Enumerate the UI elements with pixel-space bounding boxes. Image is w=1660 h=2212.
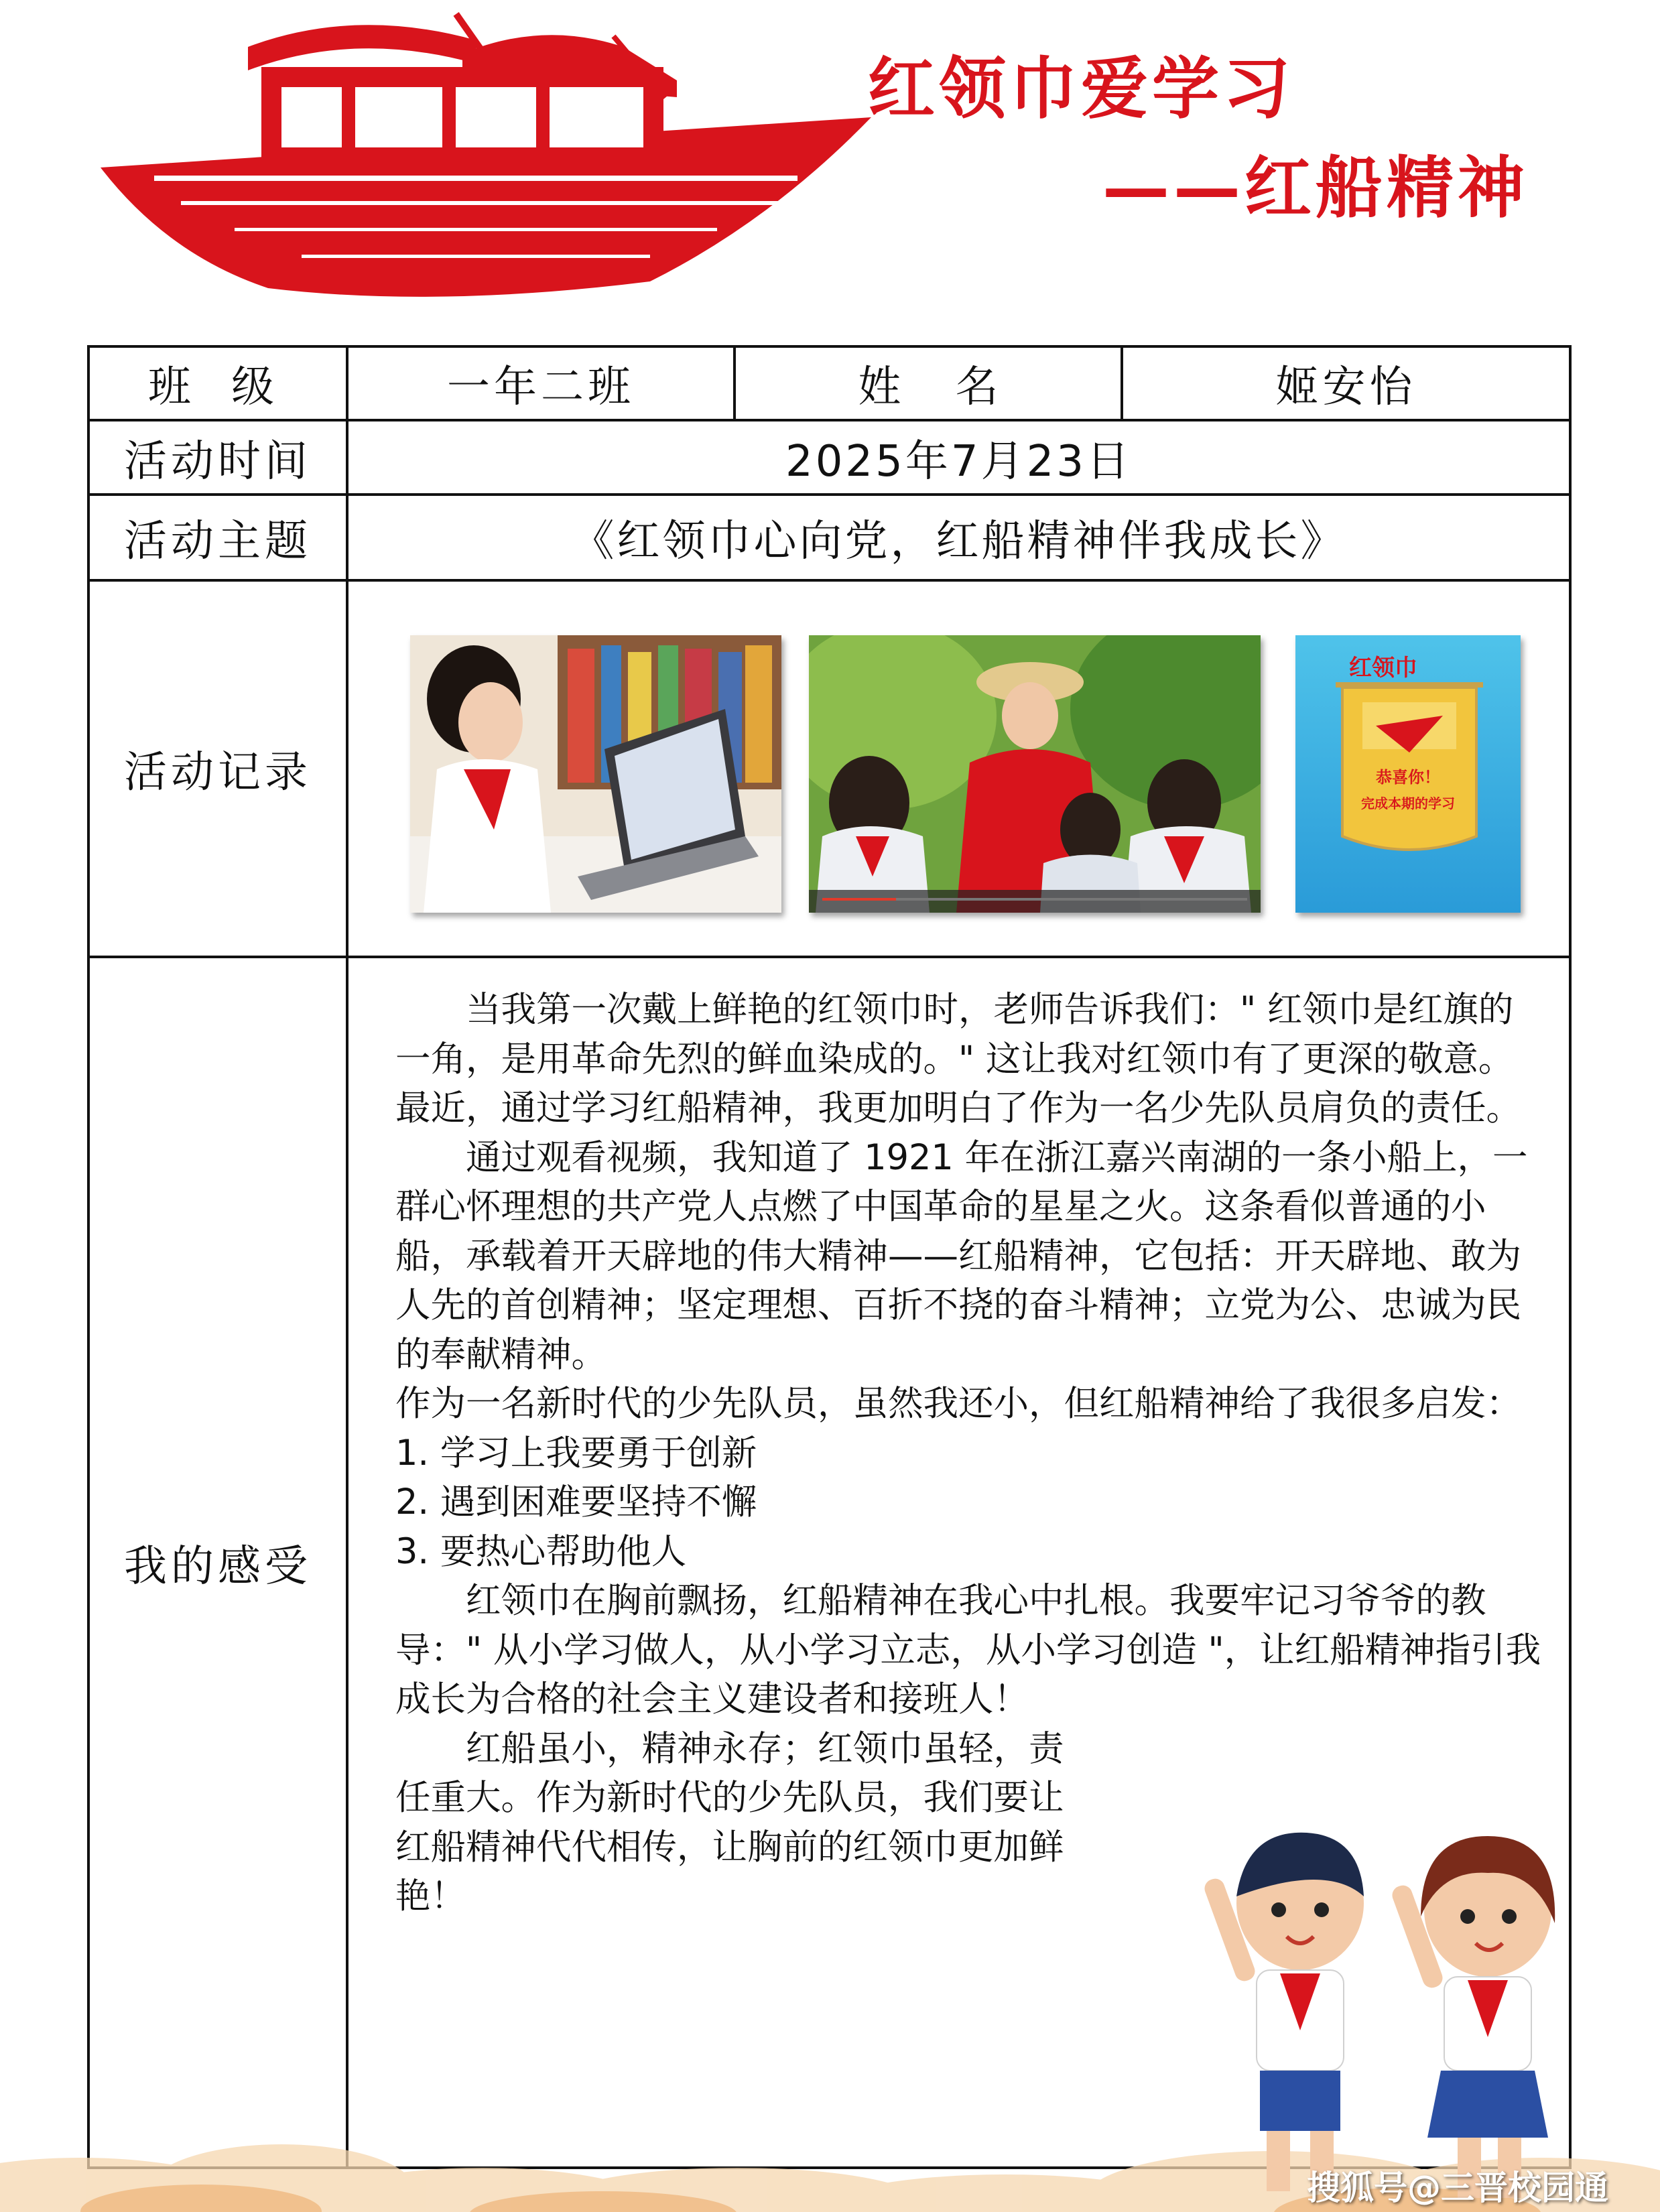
essay-paragraph: 红船虽小，精神永存；红领巾虽轻，责任重大。作为新时代的少先队员，我们要让红船精神代代相传，让胸前的红领巾更加鲜艳！: [395, 1728, 1064, 1916]
saluting-pioneer-kids: [1193, 1823, 1595, 2212]
column-divider: [346, 348, 348, 2166]
badge-title-text: 红领巾: [1349, 655, 1417, 681]
watermark: 搜狐号@三晋校园通: [1307, 2168, 1608, 2207]
theme-label: 活动主题: [124, 517, 312, 566]
photo-completion-badge: [1295, 635, 1521, 913]
record-label: 活动记录: [124, 748, 312, 797]
photo-girl-watching-laptop: [410, 635, 781, 913]
time-value: 2025年7月23日: [785, 436, 1133, 486]
photo-teacher-with-pioneers: [809, 635, 1261, 913]
title-line1: 红领巾爱学习: [868, 50, 1294, 128]
name-label: 姓 名: [858, 363, 999, 412]
feeling-essay: [395, 985, 1548, 1921]
essay-paragraph: 通过观看视频，我知道了 1921 年在浙江嘉兴南湖的一条小船上，一群心怀理想的共产党人点燃了中国革命的星星之火。这条看似普通的小船，承载着开天辟地的伟大精神——红船精神，它包括：开天辟地、敢为人先的首创精神；坚定理想、百折不挠的奋斗精神；立党为公、忠诚为民的奉献精神。: [395, 1136, 1528, 1375]
red-boat-papercut: [101, 0, 871, 315]
title-line2: ——红船精神: [1102, 149, 1529, 227]
badge-congrats-text: 恭喜你！: [1376, 768, 1440, 787]
theme-value: 《红领巾心向党，红船精神伴我成长》: [571, 517, 1346, 566]
essay-paragraph: 当我第一次戴上鲜艳的红领巾时，老师告诉我们：" 红领巾是红旗的一角，是用革命先烈的鲜血染成的。" 这让我对红领巾有了更深的敬意。最近，通过学习红船精神，我更加明白了作为一名少先队员肩负的责任。: [395, 989, 1522, 1128]
badge-completed-text: 完成本期的学习: [1361, 795, 1455, 811]
class-value: 一年二班: [447, 363, 635, 412]
essay-list-item: 1. 学习上我要勇于创新: [395, 1432, 757, 1474]
class-label: 班 级: [147, 363, 288, 412]
essay-paragraph: 作为一名新时代的少先队员，虽然我还小，但红船精神给了我很多启发：: [395, 1383, 1522, 1424]
essay-paragraph: 红领巾在胸前飘扬，红船精神在我心中扎根。我要牢记习爷爷的教导：" 从小学习做人，从小学习立志，从小学习创造 "，让红船精神指引我成长为合格的社会主义建设者和接班人！: [395, 1580, 1541, 1719]
time-label: 活动时间: [124, 436, 312, 486]
feeling-label: 我的感受: [124, 1541, 312, 1591]
essay-list-item: 2. 遇到困难要坚持不懈: [395, 1482, 757, 1522]
name-value: 姬安怡: [1275, 363, 1417, 412]
essay-list-item: 3. 要热心帮助他人: [395, 1531, 687, 1572]
